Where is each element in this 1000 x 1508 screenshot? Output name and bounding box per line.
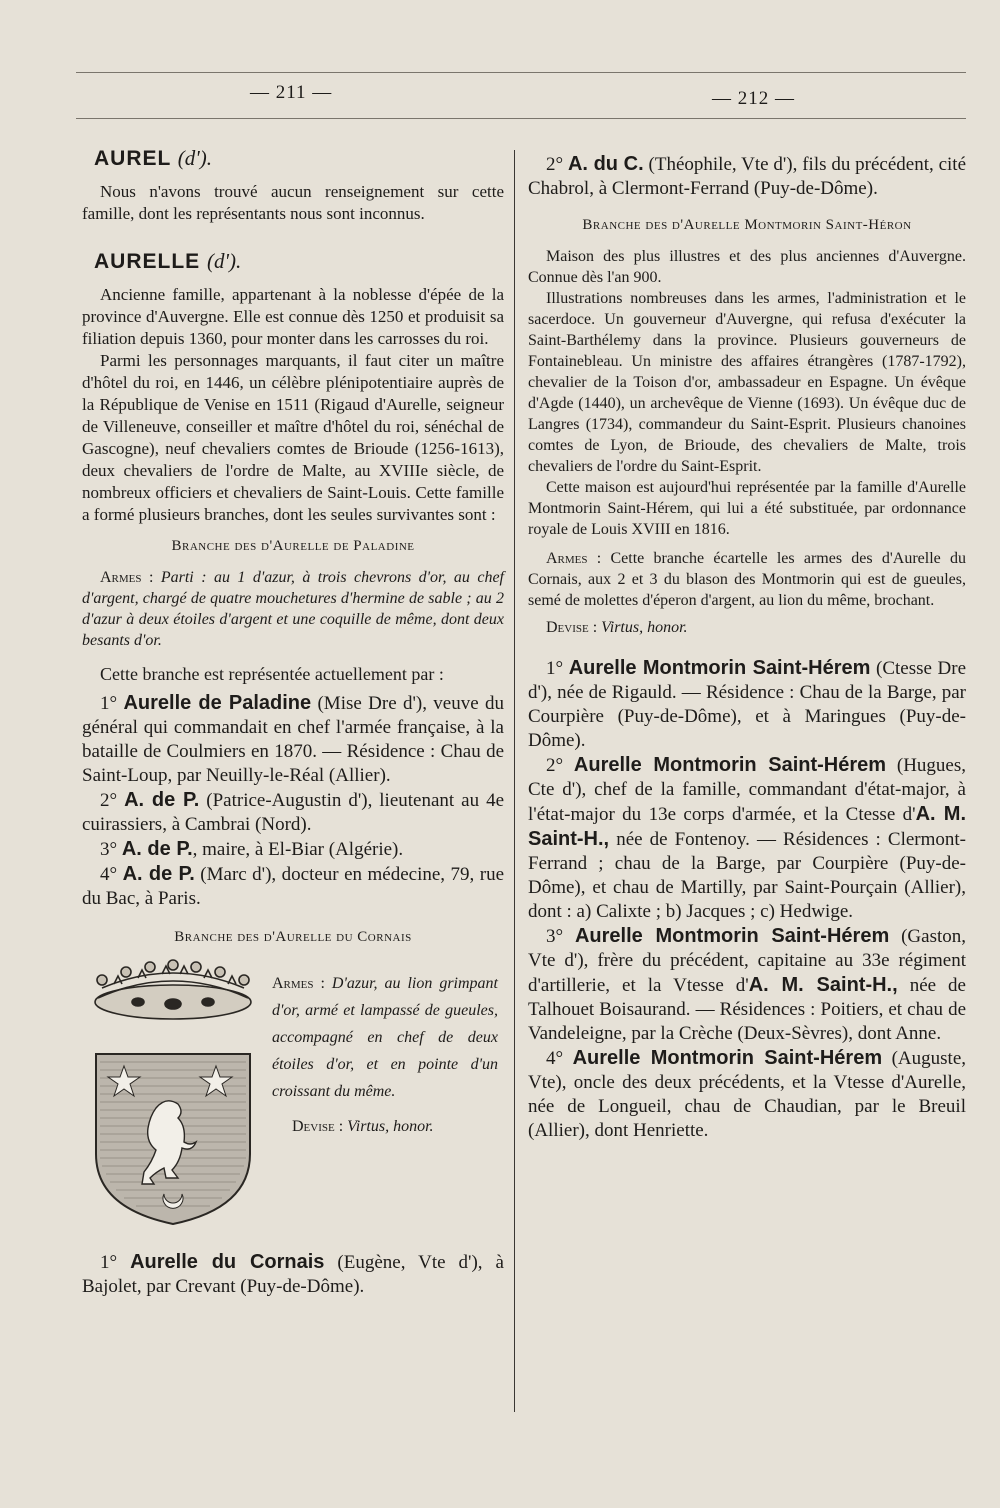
aurelle-paragraph-1: Ancienne famille, appartenant à la noblesse d'épée de la province d'Auvergne. Elle est connue dès 1250 et produisit sa filiation depuis 1360, pour monter dans les carrosses du roi. [82,285,504,348]
entry-number: 3° [100,839,118,860]
entry-name: Aurelle de Paladine [123,692,312,714]
devise-cornais [272,1113,498,1140]
entry-number: 1° [100,1252,118,1273]
entry-name: Aurelle du Cornais [130,1251,325,1273]
montmorin-paragraph-1: Maison des plus illustres et des plus anciennes d'Auvergne. Connue dès l'an 900. [528,248,966,286]
entry-number: 1° [100,693,118,714]
entry-name: A. du C. [567,153,644,175]
entry-name: A. de P. [122,863,195,885]
aurelle-paragraph-2: Parmi les personnages marquants, il faut citer un maître d'hôtel du roi, en 1446, un célèbre plénipotentiaire auprès de la République de Venise en 1511 (Rigaud d'Aurelle, seigneur de Villeneuve, conseiller et maître d'hôtel du roi, sénéchal de Gascogne), neuf chevaliers comtes de Brioude (1256-1613), deux chevaliers de l'ordre de Malte, au XVIIIe siècle, de nombreux officiers et chevaliers de Saint-Louis. Cette famille a formé plusieurs branches, dont les seules survivantes sont : [82,351,504,524]
entry-number: 1° [546,658,564,679]
entry-text: , maire, à El-Biar (Algérie). [192,839,404,860]
arms-text: Parti : au 1 d'azur, à trois chevrons d'or, au chef d'argent, chargé de quatre mouchetures d'hermine de sable ; au 2 d'azur à deux étoiles d'argent et une coquille de même, dont deux besants d'or. [82,569,505,649]
paladine-intro: Cette branche est représentée actuellement par : [100,664,444,684]
entry-text: (Hugues, Cte d'), chef de la famille, commandant d'état-major, à l'état-major du 13e corps d'armée, et la Ctesse d' [528,755,967,825]
page-number-right: — 212 — [712,88,795,109]
top-rule [76,72,966,73]
branch-heading-montmorin: Branche des d'Aurelle Montmorin Saint-Héron [582,217,912,233]
arms-label: Armes : [546,550,602,567]
entry-text: (Théophile, Vte d'), fils du précédent, cité Chabrol, à Clermont-Ferrand (Puy-de-Dôme). [528,154,967,199]
entry-number: 4° [100,864,118,885]
branch-heading-paladine: Branche des d'Aurelle de Paladine [171,538,415,554]
entry-name: Aurelle Montmorin Saint-Hérem [573,754,887,776]
entry-text: (Mise Dre d'), veuve du général qui commandait en chef l'armée française, à la bataille de Coulmiers en 1870. — Résidence : Chau de Saint-Loup, par Neuilly-le-Réal (Allier). [82,693,505,786]
entry-cornais-1 [82,1250,504,1299]
entry-text: (Ctesse Dre d'), née de Rigauld. — Résidence : Chau de la Barge, par Courpière (Puy-de-Dôme), et à Maringues (Puy-de-Dôme). [528,658,967,751]
entry-heading-aurel [94,146,504,171]
right-column [528,152,966,1143]
particle-text: (d'). [207,249,242,273]
left-column [82,140,504,1299]
entry-name: A. M. Saint-H., [528,803,966,850]
entry-name: A. M. Saint-H., [748,974,898,996]
arms-cornais [272,970,498,1140]
montmorin-paragraph-2: Illustrations nombreuses dans les armes, l'administration et le sacerdoce. Un gouverneur d'Auvergne, qui refusa d'exécuter la Saint-Barthélemy dans la province. Plusieurs gouverneurs de Fontainebleau. Un ministre des affaires étrangères (1787-1792), chevalier de la Toison d'or, ambassadeur en Espagne. Un évêque d'Agde (1440), un archevêque de Vienne (1693). Un évêque duc de Langres (1734), commandeur du Saint-Esprit. Plusieurs chanoines comtes de Lyon, de Brioude, des chevaliers de Malte, trois chevaliers de l'ordre du Saint-Esprit. [528,290,966,475]
entry-text: née de Fontenoy. — Résidences : Clermont-Ferrand ; chau de la Barge, par Courpière (Puy-de-Dôme), et chau de Martilly, par Saint-Pourçain (Allier), dont : a) Calixte ; b) Jacques ; c) Hedwige. [528,829,966,922]
arms-label: Armes : [272,975,325,992]
surname-text: AURELLE [94,250,201,273]
header-rule [76,118,966,119]
entry-paladine-1 [82,691,504,788]
cornais-arms-block [82,958,504,1250]
entry-text: (Gaston, Vte d'), frère du précédent, capitaine au 33e régiment d'artillerie, et la Vtesse d' [528,926,966,996]
entry-number: 2° [100,790,118,811]
branch-heading-cornais: Branche des d'Aurelle du Cornais [174,929,412,945]
devise-label: Devise : [546,619,598,636]
surname-text: AUREL [94,147,171,170]
entry-montmorin-4 [528,1046,966,1143]
entry-name: A. de P. [121,838,193,860]
entry-paladine-4 [82,862,504,911]
entry-paladine-3 [82,837,504,862]
entry-heading-aurelle [94,249,504,274]
entry-number: 2° [546,154,564,175]
coat-of-arms-icon [88,958,258,1226]
entry-text: (Marc d'), docteur en médecine, 79, rue du Bac, à Paris. [82,864,505,909]
entry-cornais-2 [528,152,966,201]
entry-number: 4° [546,1048,564,1069]
entry-paladine-2 [82,788,504,837]
entry-montmorin-3 [528,924,966,1046]
arms-paladine [82,567,504,651]
entry-montmorin-2 [528,753,966,924]
entry-montmorin-1 [528,656,966,753]
column-divider [514,150,515,1412]
arms-text: D'azur, au lion grimpant d'or, armé et lampassé de gueules, accompagné en chef de deux étoiles d'or, et en pointe d'un croissant du même. [272,975,498,1100]
devise-label: Devise : [292,1118,344,1135]
entry-name: Aurelle Montmorin Saint-Hérem [572,1047,883,1069]
coronet-icon [95,960,251,1019]
arms-montmorin [528,548,966,611]
entry-text: (Auguste, Vte), oncle des deux précédents, et la Vtesse d'Aurelle, née de Longueil, chau de Chaudian, par le Breuil (Allier), dont Henriette. [528,1048,966,1141]
entry-text: née de Talhouet Boisaurand. — Résidences : Poitiers, et chau de Vandeleigne, par la Crèche (Deux-Sèvres), dont Anne. [528,975,966,1044]
entry-text: (Eugène, Vte d'), à Bajolet, par Crevant (Puy-de-Dôme). [82,1252,504,1297]
entry-name: Aurelle Montmorin Saint-Hérem [568,657,871,679]
montmorin-paragraph-3: Cette maison est aujourd'hui représentée par la famille d'Aurelle Montmorin Saint-Hérem, qui lui a été substituée, par ordonnance royale de Louis XVIII en 1816. [528,479,966,538]
arms-text: Cette branche écartelle les armes des d'Aurelle du Cornais, aux 2 et 3 du blason des Montmorin qui est de gueules, semé de molettes d'éperon d'argent, au lion du même, brochant. [528,550,967,609]
entry-number: 3° [546,926,564,947]
entry-number: 2° [546,755,564,776]
particle-text: (d'). [177,146,213,170]
entry-name: Aurelle Montmorin Saint-Hérem [574,925,890,947]
entry-name: A. de P. [124,789,200,811]
devise-text: Virtus, honor. [601,619,688,636]
devise-text: Virtus, honor. [347,1118,434,1135]
page-number-left: — 211 — [250,82,333,103]
aurel-text: Nous n'avons trouvé aucun renseignement sur cette famille, dont les représentants nous sont inconnus. [82,182,504,223]
entry-text: (Patrice-Augustin d'), lieutenant au 4e cuirassiers, à Cambrai (Nord). [82,790,504,835]
devise-montmorin [528,617,966,638]
arms-label: Armes : [100,569,154,586]
